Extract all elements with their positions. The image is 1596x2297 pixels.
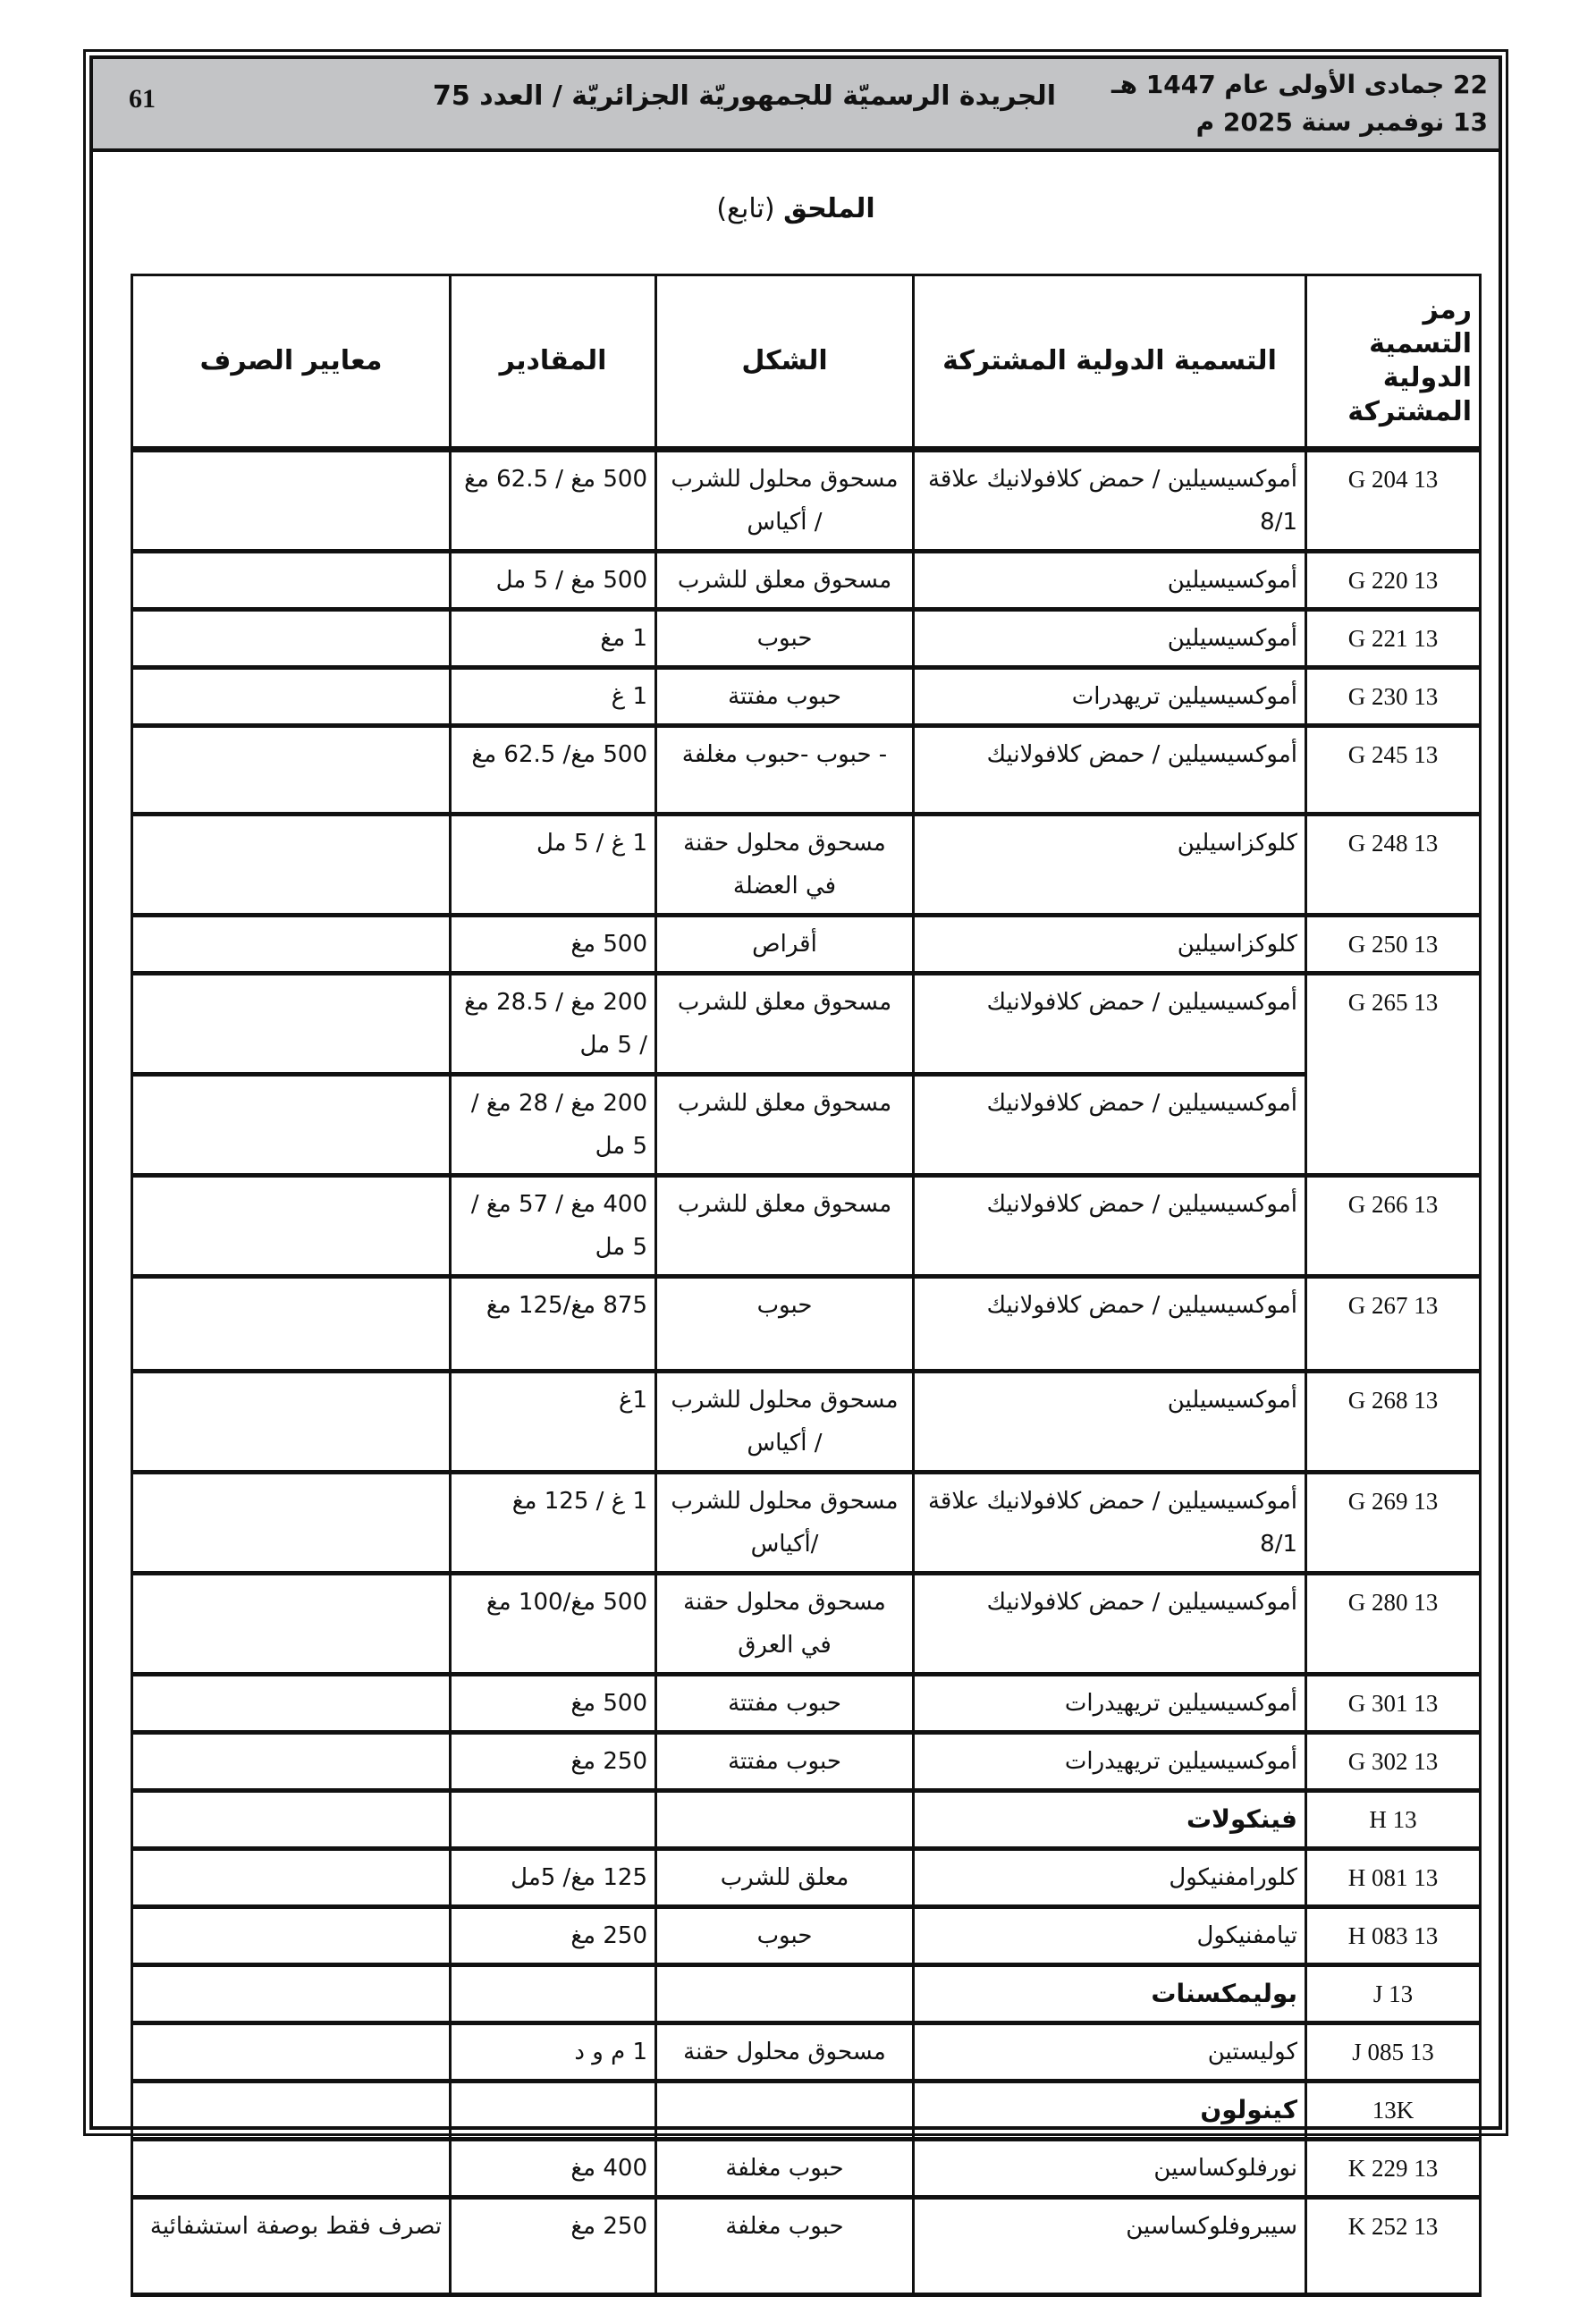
- page-frame: [89, 55, 1502, 2240]
- date-gregorian: 13 نوفمبر سنة 2025 م: [1195, 107, 1488, 137]
- drug-code: 13 J 085: [1306, 2023, 1481, 2082]
- drug-name: أموكسيسيلين: [914, 1372, 1306, 1473]
- drug-name: أموكسيسيلين تريهيدرات: [914, 1733, 1306, 1791]
- dispensing-criteria: [132, 2082, 451, 2140]
- drug-dose: 1 غ / 5 مل: [451, 815, 656, 916]
- drug-name: كلوكزاسيلين: [914, 815, 1306, 916]
- table-row: [132, 2082, 1481, 2140]
- table-row: [132, 668, 1481, 726]
- table-row: [132, 1473, 1481, 1574]
- drug-dose: [451, 2082, 656, 2140]
- table-row: [132, 1372, 1481, 1473]
- dispensing-criteria: [132, 1176, 451, 1277]
- drug-dose: 1 غ: [451, 668, 656, 726]
- drug-code: 13K: [1306, 2082, 1481, 2140]
- dispensing-criteria: [132, 1277, 451, 1372]
- dispensing-criteria: [132, 668, 451, 726]
- drug-dose: [451, 1965, 656, 2023]
- drug-name: كلورامفنيكول: [914, 1849, 1306, 1907]
- drug-code: 13 G 266: [1306, 1176, 1481, 1277]
- dispensing-criteria: [132, 2140, 451, 2198]
- table-row: [132, 2140, 1481, 2198]
- drug-name: أموكسيسيلين / حمض كلافولانيك: [914, 726, 1306, 815]
- table-row: [132, 552, 1481, 610]
- dispensing-criteria: [132, 1473, 451, 1574]
- drug-code: 13 G 302: [1306, 1733, 1481, 1791]
- dispensing-criteria: [132, 916, 451, 974]
- issue-date: [1111, 66, 1488, 141]
- drug-name: أموكسيسيلين: [914, 610, 1306, 668]
- drug-dose: 1 غ / 125 مغ: [451, 1473, 656, 1574]
- drug-form: مسحوق محلول حقنة: [656, 2023, 914, 2082]
- drug-name: أموكسيسيلين تريهيدرات: [914, 1675, 1306, 1733]
- drug-name: كينولون: [914, 2082, 1306, 2140]
- drug-dose: 1 م و د: [451, 2023, 656, 2082]
- annex-heading: [93, 193, 1499, 224]
- table-row: [132, 1733, 1481, 1791]
- drug-code: 13 G 221: [1306, 610, 1481, 668]
- table-row: [132, 1965, 1481, 2023]
- drug-form: مسحوق معلق للشرب: [656, 974, 914, 1075]
- drug-code: 13 G 268: [1306, 1372, 1481, 1473]
- drug-form: مسحوق معلق للشرب: [656, 1075, 914, 1176]
- dispensing-criteria: [132, 1849, 451, 1907]
- drug-dose: 500 مغ / 5 مل: [451, 552, 656, 610]
- drug-name: أموكسيسيلين / حمض كلافولانيك: [914, 974, 1306, 1075]
- table-row: [132, 726, 1481, 815]
- drug-name: سيبروفلوكساسين: [914, 2198, 1306, 2295]
- drug-form: مسحوق محلول للشرب / أكياس: [656, 1372, 914, 1473]
- drug-dose: [451, 1791, 656, 1849]
- drug-form: حبوب مغلفة: [656, 2140, 914, 2198]
- annex-subtitle: (تابع): [716, 193, 775, 224]
- drug-form: [656, 1965, 914, 2023]
- drug-dose: 875 مغ/125 مغ: [451, 1277, 656, 1372]
- dispensing-criteria: [132, 610, 451, 668]
- drug-form: مسحوق محلول للشرب / أكياس: [656, 450, 914, 552]
- drug-name: أموكسيسيلين / حمض كلافولانيك علاقة 8/1: [914, 1473, 1306, 1574]
- drug-dose: 1غ: [451, 1372, 656, 1473]
- table-row: [132, 2198, 1481, 2295]
- medicines-table: [131, 274, 1482, 2297]
- drug-form: [656, 1791, 914, 1849]
- table-row: [132, 1176, 1481, 1277]
- dispensing-criteria: [132, 450, 451, 552]
- drug-form: معلق للشرب: [656, 1849, 914, 1907]
- drug-name: أموكسيسيلين / حمض كلافولانيك: [914, 1075, 1306, 1176]
- date-hijri: 22 جمادى الأولى عام 1447 هـ: [1111, 70, 1488, 99]
- dispensing-criteria: [132, 1965, 451, 2023]
- drug-dose: 400 مغ: [451, 2140, 656, 2198]
- dispensing-criteria: تصرف فقط بوصفة استشفائية: [132, 2198, 451, 2295]
- drug-form: حبوب مفتتة: [656, 1733, 914, 1791]
- drug-code: 13 G 301: [1306, 1675, 1481, 1733]
- table-header-row: [132, 275, 1481, 450]
- journal-title: الجريدة الرسميّة للجمهوريّة الجزائريّة / العدد 75: [433, 80, 1057, 112]
- table-row: [132, 1849, 1481, 1907]
- drug-dose: 500 مغ: [451, 916, 656, 974]
- dispensing-criteria: [132, 1075, 451, 1176]
- drug-form: حبوب: [656, 1277, 914, 1372]
- drug-code: 13 G 267: [1306, 1277, 1481, 1372]
- dispensing-criteria: [132, 2023, 451, 2082]
- drug-form: حبوب: [656, 610, 914, 668]
- drug-dose: 200 مغ / 28 مغ / 5 مل: [451, 1075, 656, 1176]
- table-body: [132, 450, 1481, 2295]
- drug-dose: 500 مغ: [451, 1675, 656, 1733]
- drug-code: 13 H 083: [1306, 1907, 1481, 1965]
- drug-form: مسحوق محلول حقنة في العرق: [656, 1574, 914, 1675]
- dispensing-criteria: [132, 1675, 451, 1733]
- drug-form: حبوب مفتتة: [656, 1675, 914, 1733]
- drug-code: 13 H: [1306, 1791, 1481, 1849]
- table-row: [132, 1791, 1481, 1849]
- dispensing-criteria: [132, 1372, 451, 1473]
- drug-form: مسحوق محلول للشرب /أكياس: [656, 1473, 914, 1574]
- dispensing-criteria: [132, 974, 451, 1075]
- dispensing-criteria: [132, 1574, 451, 1675]
- drug-name: بوليمكسنات: [914, 1965, 1306, 2023]
- drug-name: أموكسيسيلين: [914, 552, 1306, 610]
- drug-code: 13 J: [1306, 1965, 1481, 2023]
- drug-code: 13 G 230: [1306, 668, 1481, 726]
- drug-dose: 125 مغ/ 5مل: [451, 1849, 656, 1907]
- dispensing-criteria: [132, 726, 451, 815]
- table-row: [132, 815, 1481, 916]
- drug-name: أموكسيسيلين تريهدرات: [914, 668, 1306, 726]
- drug-dose: 250 مغ: [451, 1907, 656, 1965]
- drug-name: كوليستين: [914, 2023, 1306, 2082]
- drug-dose: 500 مغ/100 مغ: [451, 1574, 656, 1675]
- drug-name: فينكولات: [914, 1791, 1306, 1849]
- drug-name: أموكسيسيلين / حمض كلافولانيك علاقة 8/1: [914, 450, 1306, 552]
- col-header-criteria: معايير الصرف: [132, 275, 451, 450]
- dispensing-criteria: [132, 1907, 451, 1965]
- annex-title: الملحق: [783, 193, 875, 224]
- drug-dose: 1 مغ: [451, 610, 656, 668]
- table-row: [132, 610, 1481, 668]
- drug-name: تيامفنيكول: [914, 1907, 1306, 1965]
- col-header-name: التسمية الدولية المشتركة: [914, 275, 1306, 450]
- drug-form: حبوب: [656, 1907, 914, 1965]
- drug-code: 13 G 269: [1306, 1473, 1481, 1574]
- drug-name: أموكسيسيلين / حمض كلافولانيك: [914, 1176, 1306, 1277]
- dispensing-criteria: [132, 552, 451, 610]
- drug-code: 13 K 252: [1306, 2198, 1481, 2295]
- drug-form: حبوب مغلفة: [656, 2198, 914, 2295]
- drug-dose: 500 مغ/ 62.5 مغ: [451, 726, 656, 815]
- dispensing-criteria: [132, 815, 451, 916]
- drug-name: كلوكزاسيلين: [914, 916, 1306, 974]
- table-row: [132, 1277, 1481, 1372]
- drug-name: نورفلوكساسين: [914, 2140, 1306, 2198]
- table-row: [132, 1907, 1481, 1965]
- table-row: [132, 974, 1481, 1075]
- table-row: [132, 1675, 1481, 1733]
- drug-code: 13 G 245: [1306, 726, 1481, 815]
- drug-form: - حبوب -حبوب مغلفة: [656, 726, 914, 815]
- table-row: [132, 1574, 1481, 1675]
- dispensing-criteria: [132, 1791, 451, 1849]
- table-subrow: [132, 1075, 1481, 1176]
- drug-dose: 500 مغ / 62.5 مغ: [451, 450, 656, 552]
- drug-dose: 250 مغ: [451, 2198, 656, 2295]
- drug-form: حبوب مفتتة: [656, 668, 914, 726]
- col-header-code: رمز التسمية الدولية المشتركة: [1306, 275, 1481, 450]
- drug-code: 13 G 220: [1306, 552, 1481, 610]
- table-row: [132, 916, 1481, 974]
- drug-form: مسحوق معلق للشرب: [656, 1176, 914, 1277]
- drug-dose: 200 مغ / 28.5 مغ / 5 مل: [451, 974, 656, 1075]
- drug-name: أموكسيسيلين / حمض كلافولانيك: [914, 1574, 1306, 1675]
- drug-name: أموكسيسيلين / حمض كلافولانيك: [914, 1277, 1306, 1372]
- journal-header: [93, 59, 1499, 152]
- col-header-form: الشكل: [656, 275, 914, 450]
- drug-code: 13 G 250: [1306, 916, 1481, 974]
- col-header-dose: المقادير: [451, 275, 656, 450]
- table-row: [132, 450, 1481, 552]
- drug-code: 13 G 204: [1306, 450, 1481, 552]
- drug-code: 13 G 280: [1306, 1574, 1481, 1675]
- drug-code: 13 G 265: [1306, 974, 1481, 1176]
- drug-dose: 250 مغ: [451, 1733, 656, 1791]
- drug-form: مسحوق محلول حقنة في العضلة: [656, 815, 914, 916]
- drug-form: مسحوق معلق للشرب: [656, 552, 914, 610]
- dispensing-criteria: [132, 1733, 451, 1791]
- drug-form: أقراص: [656, 916, 914, 974]
- drug-dose: 400 مغ / 57 مغ / 5 مل: [451, 1176, 656, 1277]
- drug-code: 13 K 229: [1306, 2140, 1481, 2198]
- table-row: [132, 2023, 1481, 2082]
- drug-code: 13 H 081: [1306, 1849, 1481, 1907]
- page-number: 61: [129, 84, 156, 114]
- drug-code: 13 G 248: [1306, 815, 1481, 916]
- drug-form: [656, 2082, 914, 2140]
